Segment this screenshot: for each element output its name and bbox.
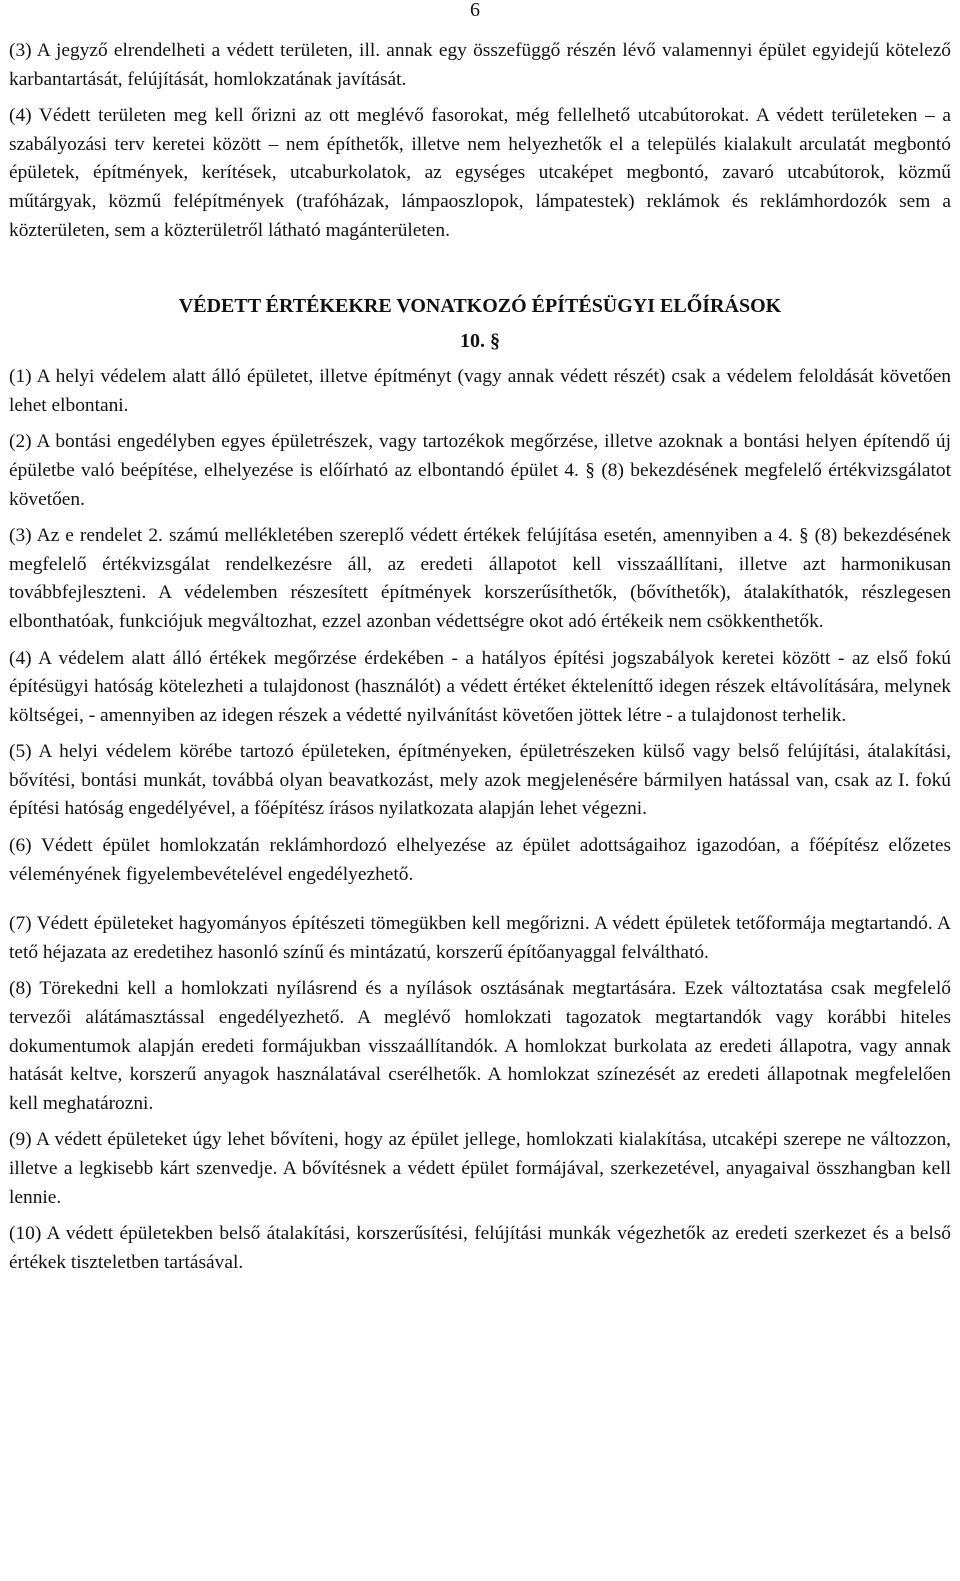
section-heading: VÉDETT ÉRTÉKEKRE VONATKOZÓ ÉPÍTÉSÜGYI ELŐÍRÁSOK xyxy=(178,295,782,318)
paragraph-1: (1) A helyi védelem alatt álló épületet, illetve építményt (vagy annak védett részét) csak a védelem feloldását követően lehet elbontani. xyxy=(9,366,951,416)
paragraph-5: (5) A helyi védelem körébe tartozó épületeken, építményeken, épületrészeken külső vagy belső felújítási, átalakítási, bővítési, bontási munkát, továbbá olyan beavatkozást, mely azok megjelenésére bármilyen hatással van, csak az I. fokú építési hatóság engedélyével, a főépítész írásos nyilatkozata alapján lehet végezni. xyxy=(9,741,951,820)
paragraph-9: (9) A védett épületeket úgy lehet bővíteni, hogy az épület jellege, homlokzati kialakítása, utcaképi szerepe ne változzon, illetve a legkisebb kárt szenvedje. A bővítésnek a védett épület formájával, szerkezetével, anyagaival összhangban kell lennie. xyxy=(9,1129,951,1208)
page-number: 6 xyxy=(470,0,480,21)
paragraph-7: (7) Védett épületeket hagyományos építészeti tömegükben kell megőrizni. A védett épületek tetőformája megtartandó. A tető héjazata az eredetihez hasonló színű és mintázatú, korszerű építőanyaggal felváltható. xyxy=(9,913,951,963)
document-body xyxy=(9,37,951,1277)
paragraph-3: (3) Az e rendelet 2. számú mellékletében szereplő védett értékek felújítása esetén, amennyiben a 4. § (8) bekezdésének megfelelő értékvizsgálat rendelkezésre áll, az eredeti állapotot kell visszaállítani, illetve azt harmonikusan továbbfejleszteni. A védelemben részesített építmények korszerűsíthetők, (bővíthetők), átalakíthatók, részlegesen elbonthatóak, funkciójuk megváltozhat, ezzel azonban védettségre okot adó értékeik nem csökkenthetők. xyxy=(9,525,951,632)
paragraph-intro-4: (4) Védett területen meg kell őrizni az ott meglévő fasorokat, még fellelhető utcabútorokat. A védett területeken – a szabályozási terv keretei között – nem építhetők, illetve nem helyezhetők el a település kialakult arculatát megbontó épületek, építmények, kerítések, utcaburkolatok, az egységes utcaképet megbontó, zavaró utcabútorok, közmű műtárgyak, közmű felépítmények (trafóházak, lámpaoszlopok, lámpatestek) reklámok és reklámhordozók sem a közterületen, sem a közterületről látható magánterületen. xyxy=(9,105,951,241)
section-number: 10. § xyxy=(460,330,500,353)
paragraph-10: (10) A védett épületekben belső átalakítási, korszerűsítési, felújítási munkák végezhetők az eredeti szerkezet és a belső értékek tiszteletben tartásával. xyxy=(9,1223,951,1273)
paragraph-4: (4) A védelem alatt álló értékek megőrzése érdekében - a hatályos építési jogszabályok keretei között - az első fokú építésügyi hatóság kötelezheti a tulajdonost (használót) a védett értéket ékteleníttő idegen részek eltávolítására, melynek költségei, - amennyiben az idegen részek a védetté nyilvánítást követően jöttek létre - a tulajdonost terhelik. xyxy=(9,647,951,726)
paragraph-6: (6) Védett épület homlokzatán reklámhordozó elhelyezése az épület adottságaihoz igazodóan, a főépítész előzetes véleményének figyelembevételével engedélyezhető. xyxy=(9,835,951,885)
paragraph-8: (8) Törekedni kell a homlokzati nyílásrend és a nyílások osztásának megtartására. Ezek változtatása csak megfelelő tervezői alátámasztással engedélyezhető. A meglévő homlokzati tagozatok megtartandók vagy korábbi hiteles dokumentumok alapján eredeti formájukban visszaállítandók. A homlokzat burkolata az eredeti állapotra, vagy annak hatását keltve, korszerű anyagok használatával cserélhetők. A homlokzat színezését az eredeti állapotnak megfelelően kell meghatározni. xyxy=(9,978,951,1114)
paragraph-intro-3: (3) A jegyző elrendelheti a védett területen, ill. annak egy összefüggő részén lévő valamennyi épület egyidejű kötelező karbantartását, felújítását, homlokzatának javítását. xyxy=(9,40,951,90)
paragraph-2: (2) A bontási engedélyben egyes épületrészek, vagy tartozékok megőrzése, illetve azoknak a bontási helyen építendő új épületbe való beépítése, elhelyezése is előírható az elbontandó épület 4. § (8) bekezdésének megfelelő értékvizsgálatot követően. xyxy=(9,431,951,510)
